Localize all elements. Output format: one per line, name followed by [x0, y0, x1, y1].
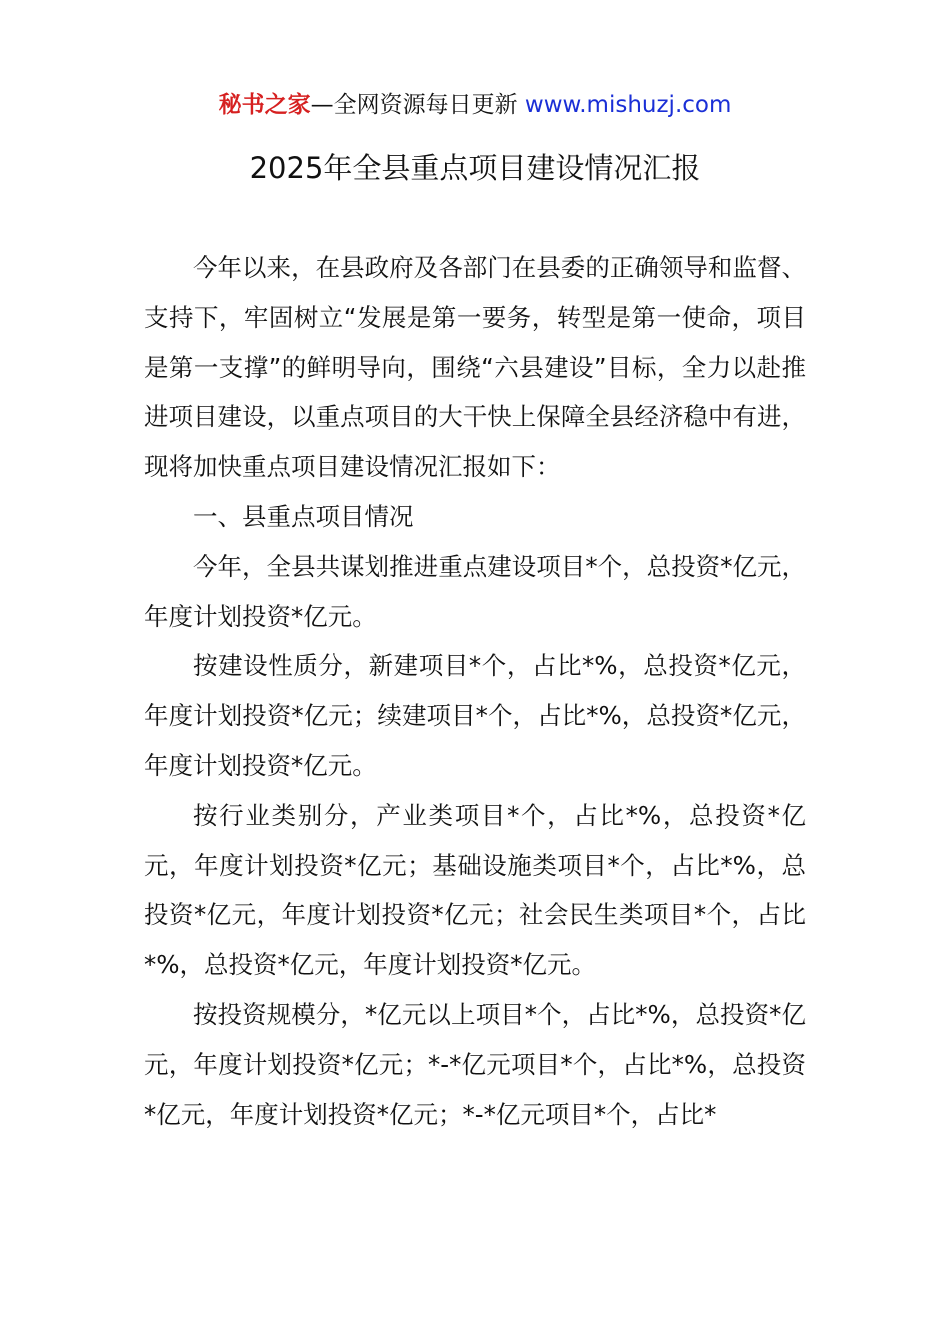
site-header	[0, 88, 950, 122]
paragraph-by-nature: 按建设性质分，新建项目*个，占比*%，总投资*亿元，年度计划投资*亿元；续建项目*个，占比*%，总投资*亿元，年度计划投资*亿元。	[144, 651, 806, 780]
site-brand: 秘书之家	[218, 92, 311, 118]
paragraph-intro: 今年以来，在县政府及各部门在县委的正确领导和监督、支持下，牢固树立“发展是第一要务，转型是第一使命，项目是第一支撑”的鲜明导向，围绕“六县建设”目标，全力以赴推进项目建设，以重点项目的大干快上保障全县经济稳中有进，现将加快重点项目建设情况汇报如下：	[144, 253, 806, 482]
document-body	[144, 243, 806, 1139]
paragraph-by-scale: 按投资规模分，*亿元以上项目*个，占比*%，总投资*亿元，年度计划投资*亿元；*-*亿元项目*个，占比*%，总投资*亿元，年度计划投资*亿元；*-*亿元项目*个，占比*	[144, 999, 806, 1129]
site-url-link[interactable]: www.mishuzj.com	[524, 92, 732, 118]
paragraph-overview: 今年，全县共谋划推进重点建设项目*个，总投资*亿元，年度计划投资*亿元。	[144, 551, 806, 631]
paragraph-by-industry: 按行业类别分，产业类项目*个，占比*%，总投资*亿元，年度计划投资*亿元；基础设施类项目*个，占比*%，总投资*亿元，年度计划投资*亿元；社会民生类项目*个，占比*%，总投资*亿元，年度计划投资*亿元。	[144, 800, 806, 980]
site-slogan: —全网资源每日更新	[310, 92, 525, 118]
document-title: 2025年全县重点项目建设情况汇报	[249, 151, 701, 185]
section-heading-1: 一、县重点项目情况	[193, 501, 414, 531]
